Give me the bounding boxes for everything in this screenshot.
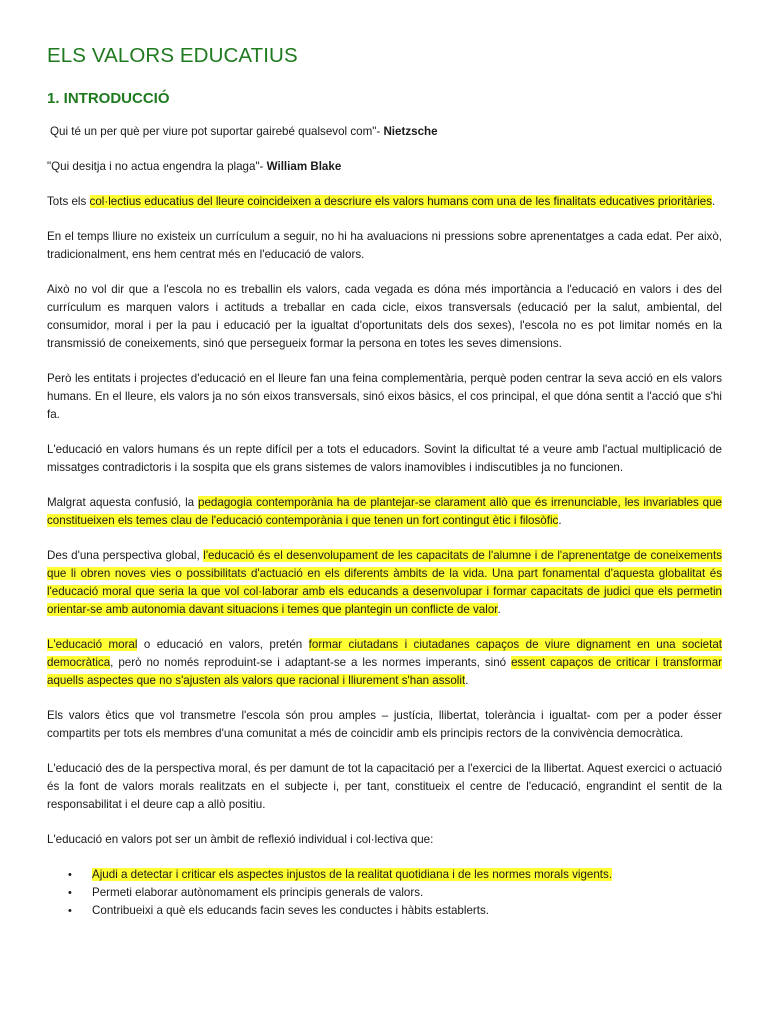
text-run: Des d'una perspectiva global, (47, 549, 204, 562)
bullet-icon: • (68, 905, 72, 917)
bullet-icon: • (68, 869, 72, 881)
paragraph (47, 636, 722, 690)
paragraph: Els valors ètics que vol transmetre l'escola són prou amples – justícia, llibertat, tolerància i igualtat- com per a poder ésser compartits per tots els membres d'una comunitat a més de coincidir amb els principis rectors de la convivència democràtica. (47, 709, 722, 740)
paragraph: L'educació en valors humans és un repte difícil per a tots el educadors. Sovint la dificultat té a veure amb l'actual multiplicació de missatges contradictoris i la sospita que els grans sistemes de valors inamovibles i indiscutibles ja no funcionen. (47, 443, 722, 474)
highlighted-text: l'educació és el desenvolupament de les capacitats de l'alumne i de l'aprenentatge de coneixements que li obren noves vies o possibilitats d'actuació en els diferents àmbits de la vida. Una part fonamental d'aquesta globalitat és l'educació moral que seria la que vol col·laborar amb els educands a desenvolupar i formar capacitats de judici que els permetin orientar-se amb autonomia davant situacions i temes que plantegin un conflicte de valor (47, 549, 722, 616)
quote-blake (47, 158, 722, 176)
text-run: o educació en valors, pretén (137, 638, 309, 651)
quote-author: Nietzsche (383, 125, 438, 138)
text-run: . (712, 195, 716, 208)
list-item-text: Permeti elaborar autònomament els principis generals de valors. (92, 886, 424, 899)
text-run: . (465, 674, 469, 687)
bullet-icon: • (68, 887, 72, 899)
paragraph (47, 193, 722, 211)
list-item-text: Contribueixi a què els educands facin seves les conductes i hàbits establerts. (92, 904, 489, 917)
section-heading: 1. INTRODUCCIÓ (47, 90, 170, 107)
paragraph: Això no vol dir que a l'escola no es treballin els valors, cada vegada es dóna més importància a l'educació en valors i des del currículum es marquen valors i actituds a treballar en cada cicle, eixos transversals (educació per la salut, ambiental, del consumidor, moral i per la pau i educació per la igualtat d'oportunitats dels dos sexes), l'escola no es pot limitar només en la transmissió de coneixements, sinó que persegueix formar la persona en totes les seves dimensions. (47, 283, 722, 350)
document-title: ELS VALORS EDUCATIUS (47, 44, 298, 67)
paragraph: L'educació en valors pot ser un àmbit de reflexió individual i col·lectiva que: (47, 833, 434, 846)
paragraph: Però les entitats i projectes d'educació en el lleure fan una feina complementària, perquè poden centrar la seva acció en els valors humans. En el lleure, els valors ja no són eixos transversals, sinó eixos bàsics, el cos principal, el que dóna sentit a l'acció que s'hi fa. (47, 372, 722, 421)
list-item (47, 902, 722, 920)
paragraph: En el temps lliure no existeix un currículum a seguir, no hi ha avaluacions ni pressions sobre aprenentatges a cada edat. Per això, tradicionalment, ens hem centrat més en l'educació de valors. (47, 230, 722, 261)
text-run: , però no només reproduint-se i adaptant-se a les normes imperants, sinó (110, 656, 512, 669)
paragraph: L'educació des de la perspectiva moral, és per damunt de tot la capacitació per a l'exercici de la llibertat. Aquest exercici o actuació és la font de valors morals realitzats en el subjecte i, per tant, constitueix el centre de l'educació, engrandint el sentit de la responsabilitat i el deure cap a allò positiu. (47, 762, 722, 811)
list-item (47, 884, 722, 902)
highlighted-text: Ajudi a detectar i criticar els aspectes injustos de la realitat quotidiana i de les normes morals vigents. (92, 868, 613, 881)
text-run: Tots els (47, 195, 90, 208)
highlighted-text: col·lectius educatius del lleure coincideixen a descriure els valors humans com una de les finalitats educatives prioritàries (89, 195, 713, 208)
highlighted-text: L'educació moral (47, 638, 138, 651)
paragraph (47, 494, 722, 530)
quote-nietzsche (47, 123, 722, 141)
highlighted-text: pedagogia contemporània ha de plantejar-se clarament allò que és irrenunciable, les invariables que constitueixen els temes clau de l'educació contemporània i que tenen un fort contingut ètic i filosòfic (47, 496, 723, 527)
quote-text: "Qui desitja i no actua engendra la plaga"- (47, 160, 267, 173)
quote-author: William Blake (266, 160, 342, 173)
text-run: . (497, 603, 501, 616)
quote-text: Qui té un per què per viure pot suportar gairebé qualsevol com"- (50, 125, 384, 138)
text-run: . (558, 514, 562, 527)
highlighted-text: essent capaços de criticar i transformar aquells aspectes que no s'ajusten als valors que racional i lliurement s'han assolit (47, 656, 723, 687)
highlighted-text: formar ciutadans i ciutadanes capaços de viure dignament en una societat democràtica (47, 638, 722, 669)
text-run: Malgrat aquesta confusió, la (47, 496, 199, 509)
paragraph (47, 547, 722, 619)
bullet-list (47, 866, 722, 920)
list-item (47, 866, 722, 884)
